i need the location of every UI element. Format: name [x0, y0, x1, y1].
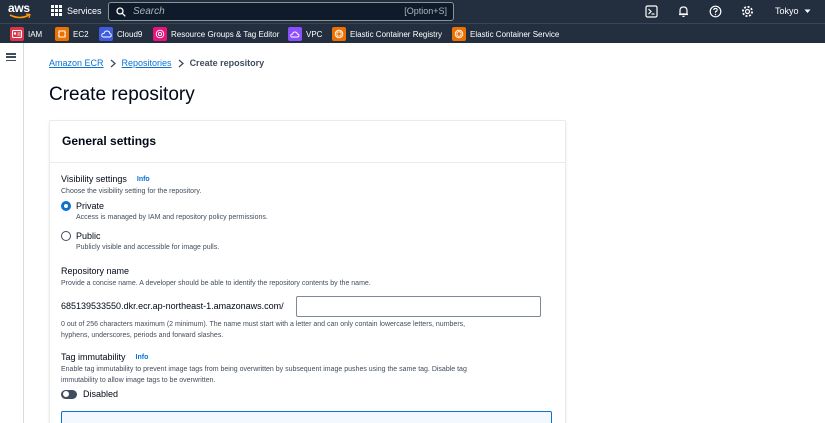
- radio-public-label: Public: [76, 231, 101, 241]
- services-grid-icon: [51, 5, 62, 16]
- repo-name-constraint-line2: hyphens, underscores, periods and forward slashes.: [61, 332, 224, 339]
- radio-public[interactable]: [61, 231, 101, 241]
- favorite-ecs[interactable]: [452, 27, 559, 41]
- cloudshell-icon[interactable]: [645, 5, 658, 18]
- aws-smile-icon: [9, 13, 31, 20]
- bell-icon[interactable]: [677, 5, 690, 18]
- favorite-ecr[interactable]: [332, 27, 442, 41]
- visibility-info-link[interactable]: Info: [136, 175, 150, 183]
- favorite-label: VPC: [306, 29, 323, 39]
- toggle-switch[interactable]: [61, 390, 77, 399]
- favorite-label: Elastic Container Registry: [350, 29, 443, 39]
- visibility-label-row: [61, 174, 150, 184]
- iam-service-icon: [10, 27, 24, 41]
- aws-logo-text: aws: [8, 1, 30, 15]
- cloud9-service-icon: [99, 27, 113, 41]
- info-alert: [61, 411, 552, 423]
- favorite-label: IAM: [28, 29, 43, 39]
- favorite-label: Elastic Container Service: [470, 29, 560, 39]
- breadcrumb-current: Create repository: [189, 58, 265, 68]
- search-bar[interactable]: [108, 2, 454, 21]
- gear-icon[interactable]: [741, 5, 754, 18]
- panel-header: [50, 121, 565, 163]
- search-shortcut: [Option+S]: [404, 6, 447, 16]
- page-title: Create repository: [49, 84, 195, 105]
- radio-private-description: Access is managed by IAM and repository policy permissions.: [76, 214, 268, 221]
- tag-immutability-toggle[interactable]: [61, 389, 118, 399]
- favorite-cloud9[interactable]: [99, 27, 142, 41]
- toggle-label: Disabled: [83, 389, 119, 399]
- services-menu[interactable]: [51, 5, 102, 16]
- favorite-ec2[interactable]: [55, 27, 89, 41]
- favorite-label: EC2: [73, 29, 89, 39]
- tag-immutability-description-line2: immutability to allow image tags to be overwritten.: [61, 377, 216, 384]
- radio-private[interactable]: [61, 201, 104, 211]
- radio-private-label: Private: [76, 201, 105, 211]
- favorite-resource-groups[interactable]: [153, 27, 279, 41]
- chevron-right-icon: [110, 59, 116, 68]
- services-label: Services: [67, 5, 102, 16]
- repo-uri-prefix: 685139533550.dkr.ecr.ap-northeast-1.amazonaws.com/: [61, 301, 284, 311]
- region-selector[interactable]: [775, 6, 811, 16]
- repo-name-label-row: [61, 266, 129, 276]
- ecs-service-icon: [452, 27, 466, 41]
- search-input[interactable]: [133, 6, 373, 17]
- breadcrumb-amazon-ecr[interactable]: Amazon ECR: [49, 58, 104, 68]
- caret-down-icon: [804, 9, 811, 14]
- favorite-iam[interactable]: [10, 27, 42, 41]
- favorite-vpc[interactable]: [288, 27, 322, 41]
- tag-immutability-label: Tag immutability: [61, 352, 126, 362]
- search-icon: [116, 7, 126, 17]
- repo-name-description: Provide a concise name. A developer should be able to identify the repository contents by the name.: [61, 280, 371, 287]
- menu-icon[interactable]: [6, 53, 16, 61]
- favorites-bar: [0, 23, 825, 43]
- ec2-service-icon: [55, 27, 69, 41]
- help-icon[interactable]: [709, 5, 722, 18]
- favorite-label: Cloud9: [117, 29, 143, 39]
- visibility-description: Choose the visibility setting for the repository.: [61, 188, 202, 195]
- repo-name-label: Repository name: [61, 266, 130, 276]
- visibility-label: Visibility settings: [61, 174, 127, 184]
- aws-logo[interactable]: [8, 2, 32, 21]
- chevron-right-icon: [178, 59, 184, 68]
- side-navigation-rail: [0, 43, 24, 423]
- repo-name-constraint-line1: 0 out of 256 characters maximum (2 minimum). The name must start with a letter and can only contain lowercase letters, numbers,: [61, 321, 466, 328]
- tag-immutability-label-row: [61, 352, 148, 362]
- breadcrumb-repositories[interactable]: Repositories: [121, 58, 172, 68]
- breadcrumb: [49, 58, 264, 68]
- ecr-service-icon: [332, 27, 346, 41]
- radio-public-description: Publicly visible and accessible for image pulls.: [76, 244, 220, 251]
- region-label: Tokyo: [775, 6, 799, 16]
- panel-title: General settings: [62, 134, 157, 148]
- favorite-label: Resource Groups & Tag Editor: [171, 29, 280, 39]
- vpc-service-icon: [288, 27, 302, 41]
- resource-groups-service-icon: [153, 27, 167, 41]
- radio-public-input[interactable]: [61, 231, 71, 241]
- radio-private-input[interactable]: [61, 201, 71, 211]
- top-navigation: [0, 0, 825, 23]
- tag-immutability-description-line1: Enable tag immutability to prevent image tags from being overwritten by subsequent image pushes using the same tag. Disable tag: [61, 366, 467, 373]
- repo-name-input[interactable]: [296, 296, 541, 317]
- tag-immutability-info-link[interactable]: Info: [135, 353, 149, 361]
